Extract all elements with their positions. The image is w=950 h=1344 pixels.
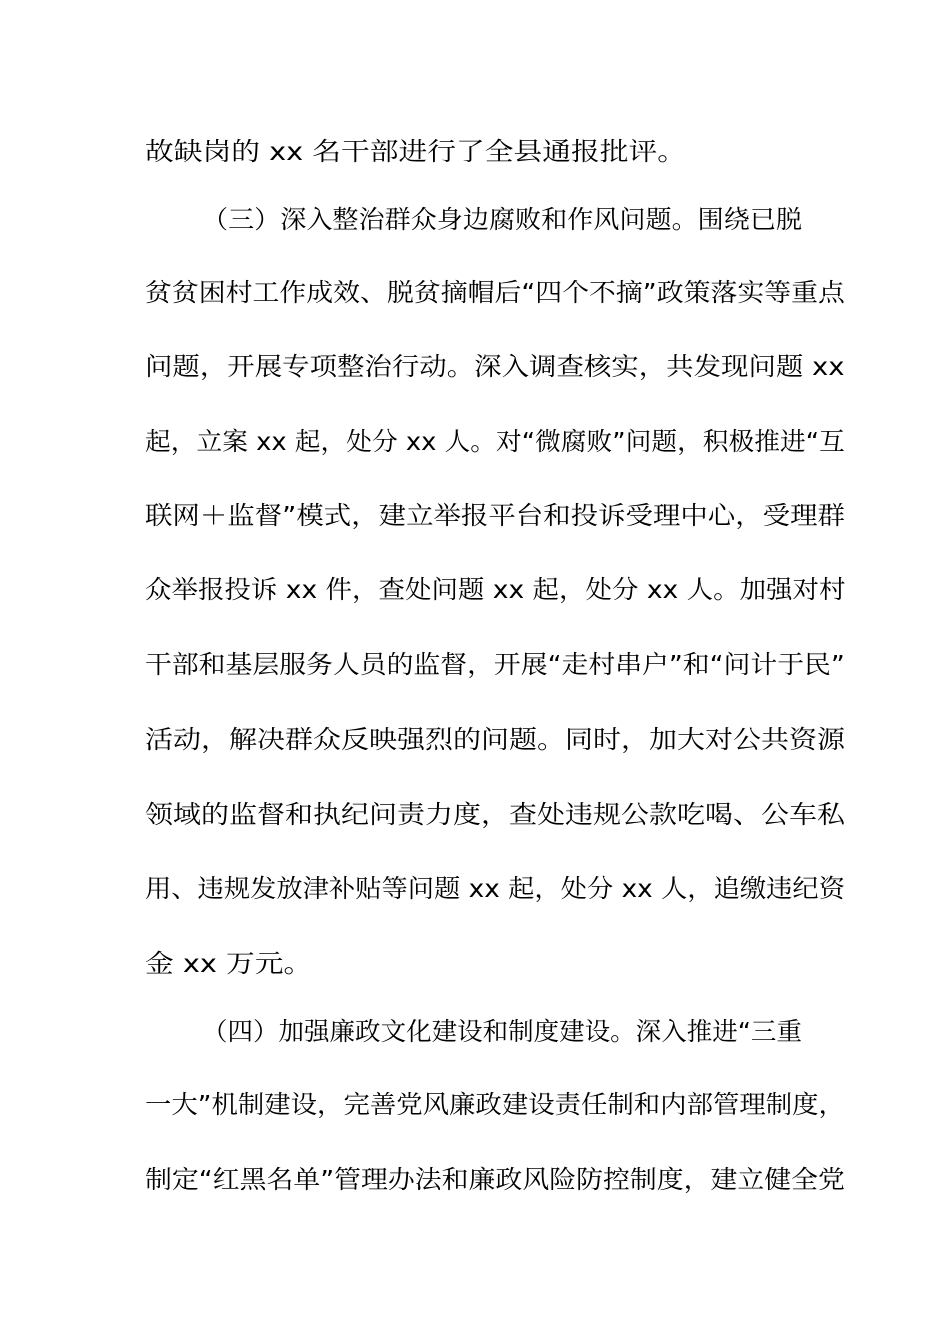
text-line: 一大”机制建设，完善党风廉政建设责任制和内部管理制度，: [145, 1090, 845, 1119]
text-line: 活动，解决群众反映强烈的问题。同时，加大对公共资源: [145, 725, 846, 754]
text-line: 起，立案 xx 起，处分 xx 人。对“微腐败”问题，积极推进“互: [145, 427, 845, 456]
text-line: 金 xx 万元。: [145, 949, 313, 978]
text-line: 联网＋监督”模式，建立举报平台和投诉受理中心，受理群: [145, 501, 845, 530]
section-heading-line: （四）加强廉政文化建设和制度建设。深入推进“三重: [202, 1017, 802, 1046]
text-line: 领域的监督和执纪问责力度，查处违规公款吃喝、公车私: [145, 800, 846, 829]
section-heading-line: （三）深入整治群众身边腐败和作风问题。围绕已脱: [202, 205, 803, 234]
text-line: 干部和基层服务人员的监督，开展“走村串户”和“问计于民”: [145, 650, 845, 679]
text-line: 贫贫困村工作成效、脱贫摘帽后“四个不摘”政策落实等重点: [145, 278, 845, 307]
text-line: 用、违规发放津补贴等问题 xx 起，处分 xx 人，追缴违纪资: [145, 874, 845, 903]
text-line: 制定“红黑名单”管理办法和廉政风险防控制度，建立健全党: [145, 1165, 845, 1194]
text-line: 众举报投诉 xx 件，查处问题 xx 起，处分 xx 人。加强对村: [145, 575, 846, 604]
text-line: 问题，开展专项整治行动。深入调查核实，共发现问题 xx: [145, 352, 845, 381]
text-line: 故缺岗的 xx 名干部进行了全县通报批评。: [145, 137, 687, 166]
